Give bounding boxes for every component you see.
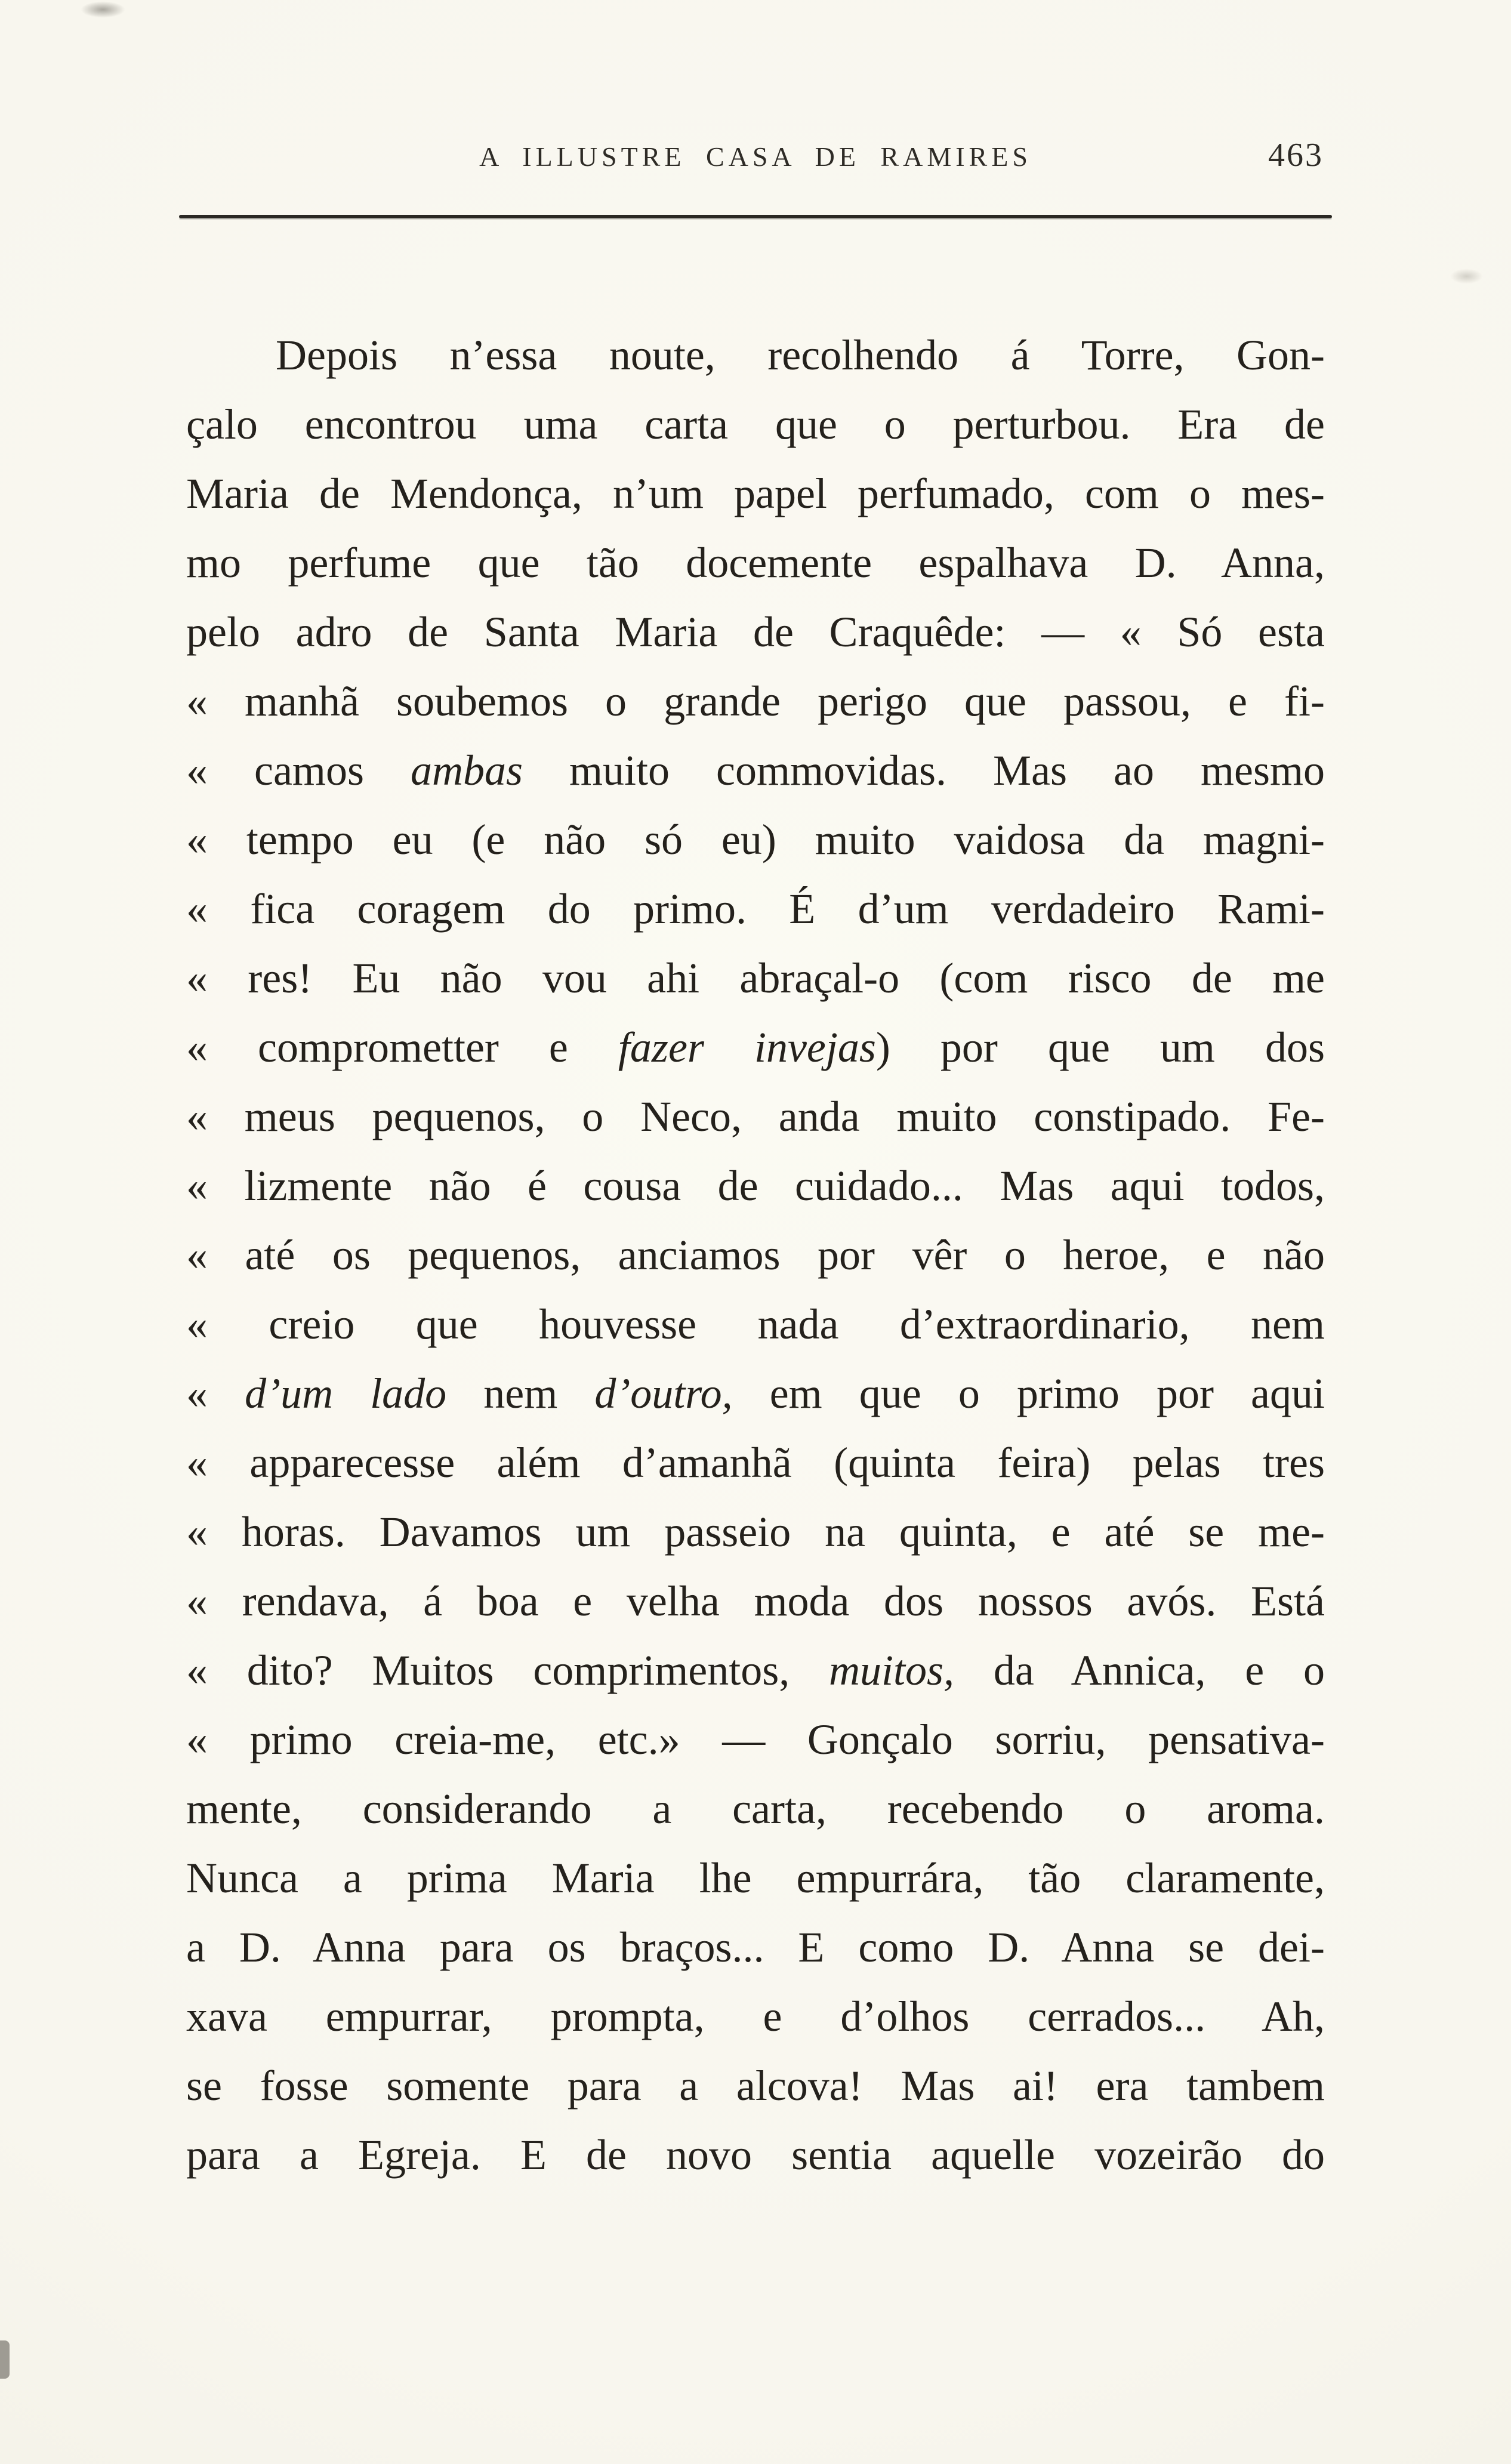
text-segment: « comprometter e [186,1023,618,1071]
text-line [186,1913,1325,1982]
text-segment: « res! Eu não vou ahi abraçal-o (com risco de me [186,954,1325,1002]
text-segment: d’outro, [594,1370,733,1417]
text-segment: em que o primo por aqui [732,1370,1325,1417]
text-line [186,459,1325,528]
text-segment: ambas [410,747,523,794]
text-segment: « lizmente não é cousa de cuidado... Mas aqui todos, [186,1162,1325,1210]
text-line [186,1013,1325,1082]
page-header [186,135,1325,183]
text-segment: da Annica, e o [954,1646,1325,1694]
text-segment: « apparecesse além d’amanhã (quinta feira) pelas tres [186,1439,1325,1487]
text-line [186,805,1325,874]
text-line [186,597,1325,667]
text-segment: nem [446,1370,595,1417]
text-segment: pelo adro de Santa Maria de Craquêde: — « Só esta [186,608,1325,656]
text-line [186,1428,1325,1497]
text-line [186,1705,1325,1774]
text-line [186,1566,1325,1636]
text-segment: « até os pequenos, anciamos por vêr o heroe, e não [186,1231,1325,1279]
text-line [186,1220,1325,1290]
text-segment: Depois n’essa noute, recolhendo á Torre, Gon- [276,331,1325,379]
text-line [186,1843,1325,1913]
text-line [186,1151,1325,1220]
text-segment: « meus pequenos, o Neco, anda muito constipado. Fe- [186,1093,1325,1140]
text-line [186,874,1325,943]
text-line [186,2120,1325,2189]
text-segment: fazer invejas [618,1023,876,1071]
header-rule [179,215,1332,218]
text-segment: d’um lado [245,1370,447,1417]
text-line [186,1774,1325,1843]
page-number: 463 [1268,137,1324,174]
text-line [186,320,1325,390]
text-segment: « tempo eu (e não só eu) muito vaidosa da magni- [186,816,1325,864]
text-segment: mo perfume que tão docemente espalhava D. Anna, [186,539,1325,587]
text-segment: « camos [186,747,411,794]
text-segment: xava empurrar, prompta, e d’olhos cerrados... Ah, [186,1993,1325,2040]
text-line [186,1359,1325,1428]
text-segment: « creio que houvesse nada d’extraordinario, nem [186,1300,1325,1348]
text-line [186,667,1325,736]
text-segment: « primo creia-me, etc.» — Gonçalo sorriu, pensativa- [186,1716,1325,1763]
text-line [186,1982,1325,2051]
text-line [186,1290,1325,1359]
scan-artifact [1450,269,1483,284]
text-segment: muito commovidas. Mas ao mesmo [523,747,1325,794]
text-segment: ) por que um dos [875,1023,1325,1071]
body-text [186,320,1325,2189]
text-segment: a D. Anna para os braços... E como D. Anna se dei- [186,1923,1325,1971]
text-segment: çalo encontrou uma carta que o perturbou. Era de [186,400,1325,448]
scan-artifact [0,2340,10,2379]
text-segment: « rendava, á boa e velha moda dos nossos avós. Está [186,1577,1325,1625]
text-segment: « [186,1370,245,1417]
text-segment: « dito? Muitos comprimentos, [186,1646,829,1694]
text-line [186,1497,1325,1566]
text-line [186,736,1325,805]
text-line [186,390,1325,459]
text-segment: muitos, [829,1646,955,1694]
text-segment: « fica coragem do primo. É d’um verdadeiro Rami- [186,885,1325,933]
scan-artifact [81,1,125,18]
text-line [186,1082,1325,1151]
running-title: A ILLUSTRE CASA DE RAMIRES [479,141,1032,172]
text-line [186,2051,1325,2120]
text-line [186,528,1325,597]
text-segment: « manhã soubemos o grande perigo que passou, e fi- [186,677,1325,725]
text-segment: Nunca a prima Maria lhe empurrára, tão claramente, [186,1854,1325,1902]
text-segment: para a Egreja. E de novo sentia aquelle vozeirão do [186,2131,1325,2179]
text-segment: se fosse somente para a alcova! Mas ai! era tambem [186,2062,1325,2110]
text-line [186,943,1325,1013]
text-segment: « horas. Davamos um passeio na quinta, e até se me- [186,1508,1325,1556]
text-segment: mente, considerando a carta, recebendo o aroma. [186,1785,1325,1833]
text-line [186,1636,1325,1705]
text-segment: Maria de Mendonça, n’um papel perfumado, com o mes- [186,470,1325,517]
